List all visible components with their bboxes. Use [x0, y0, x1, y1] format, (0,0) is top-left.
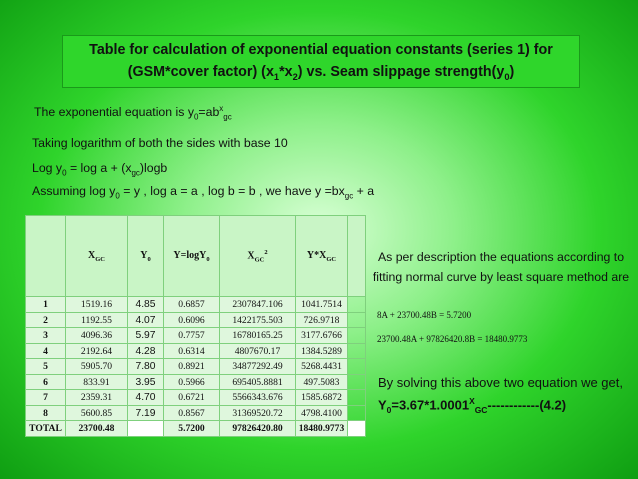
cell-x2: 695405.8881 [220, 374, 296, 390]
header-y0: $Y_0$ [128, 216, 164, 297]
cell-xgc: 4096.36 [66, 328, 128, 344]
table-header-row [26, 216, 366, 297]
cell-x2: 2307847.106 [220, 297, 296, 313]
cell-blank [348, 390, 366, 406]
cell-x2: 4807670.17 [220, 343, 296, 359]
cell-y0: 4.70 [128, 390, 164, 406]
cell-x2: 34877292.49 [220, 359, 296, 375]
solution-intro: By solving this above two equation we get, [378, 375, 623, 390]
cell-xgc: 833.91 [66, 374, 128, 390]
cell-y0: 4.28 [128, 343, 164, 359]
cell-xy: 1585.6872 [296, 390, 348, 406]
cell-xgc: 5905.70 [66, 359, 128, 375]
cell-xy: 3177.6766 [296, 328, 348, 344]
total-y0 [128, 421, 164, 437]
cell-blank [348, 297, 366, 313]
header-x2: $X_{GC}^2$ [220, 216, 296, 297]
row-index: 7 [26, 390, 66, 406]
cell-xy: 497.5083 [296, 374, 348, 390]
table-row [26, 343, 366, 359]
total-y: 5.7200 [164, 421, 220, 437]
cell-y0: 7.80 [128, 359, 164, 375]
cell-xy: 5268.4431 [296, 359, 348, 375]
header-logy: Y=logY$_0$ [164, 216, 220, 297]
cell-logy: 0.6857 [164, 297, 220, 313]
cell-x2: 1422175.503 [220, 312, 296, 328]
cell-xy: 4798.4100 [296, 405, 348, 421]
total-blank [348, 421, 366, 437]
solution-result: $Y_0=3.67*1.0001^X_{GC}------------(4.2)$ [378, 396, 567, 415]
cell-x2: 16780165.25 [220, 328, 296, 344]
cell-blank [348, 359, 366, 375]
slide-title [62, 35, 580, 88]
cell-xgc: 2359.31 [66, 390, 128, 406]
row-index: 2 [26, 312, 66, 328]
cell-blank [348, 312, 366, 328]
total-x: 23700.48 [66, 421, 128, 437]
table-row [26, 390, 366, 406]
table-row [26, 359, 366, 375]
cell-blank [348, 374, 366, 390]
cell-logy: 0.6314 [164, 343, 220, 359]
header-xy: $Y*X_{GC}$ [296, 216, 348, 297]
cell-logy: 0.7757 [164, 328, 220, 344]
cell-logy: 0.6096 [164, 312, 220, 328]
cell-logy: 0.5966 [164, 374, 220, 390]
cell-xy: 1041.7514 [296, 297, 348, 313]
cell-xy: 726.9718 [296, 312, 348, 328]
equation-1: 8A + 23700.48B = 5.7200 [377, 310, 472, 320]
header-xgc: $X_{GC}$ [66, 216, 128, 297]
cell-xgc: 1192.55 [66, 312, 128, 328]
row-index: 3 [26, 328, 66, 344]
cell-xgc: 1519.16 [66, 297, 128, 313]
table-total-row [26, 421, 366, 437]
intro-equation: The exponential equation is $y_0=ab^x_{gc}$ [34, 104, 232, 122]
intro-log-form: Log $y_0 = \log a + (x_{gc})\log b$ [32, 161, 168, 178]
cell-y0: 7.19 [128, 405, 164, 421]
cell-logy: 0.8921 [164, 359, 220, 375]
row-index: 4 [26, 343, 66, 359]
cell-y0: 5.97 [128, 328, 164, 344]
header-index [26, 216, 66, 297]
total-xy: 18480.9773 [296, 421, 348, 437]
row-index: 6 [26, 374, 66, 390]
cell-y0: 4.85 [128, 297, 164, 313]
table-row [26, 297, 366, 313]
table-row [26, 405, 366, 421]
total-x2: 97826420.80 [220, 421, 296, 437]
row-index: 1 [26, 297, 66, 313]
cell-y0: 3.95 [128, 374, 164, 390]
cell-blank [348, 343, 366, 359]
cell-logy: 0.8567 [164, 405, 220, 421]
table-row [26, 374, 366, 390]
cell-y0: 4.07 [128, 312, 164, 328]
cell-x2: 5566343.676 [220, 390, 296, 406]
cell-blank [348, 405, 366, 421]
cell-xy: 1384.5289 [296, 343, 348, 359]
title-line-1: Table for calculation of exponential equation constants (series 1) for [89, 42, 553, 58]
header-blank [348, 216, 366, 297]
description-text: As per description the equations according to fitting normal curve by least square method are [372, 250, 630, 284]
cell-logy: 0.6721 [164, 390, 220, 406]
table-row [26, 312, 366, 328]
cell-xgc: 5600.85 [66, 405, 128, 421]
total-label: TOTAL [26, 421, 66, 437]
calculation-table [25, 215, 365, 437]
title-line-2: (GSM*cover factor) $(x_1*x_2)$ vs. Seam slippage $strength(y_0)$ [127, 64, 515, 82]
table-row [26, 328, 366, 344]
row-index: 8 [26, 405, 66, 421]
cell-xgc: 2192.64 [66, 343, 128, 359]
intro-logarithm: Taking logarithm of both the sides with base 10 [32, 136, 288, 150]
equation-2: 23700.48A + 97826420.8B = 18480.9773 [377, 334, 528, 344]
cell-blank [348, 328, 366, 344]
intro-assumption: Assuming $\log y_0 = y$ , log a = a , log b = b , we have $y =bx_{gc} + a$ [32, 184, 375, 201]
cell-x2: 31369520.72 [220, 405, 296, 421]
solution-block [378, 374, 628, 419]
row-index: 5 [26, 359, 66, 375]
